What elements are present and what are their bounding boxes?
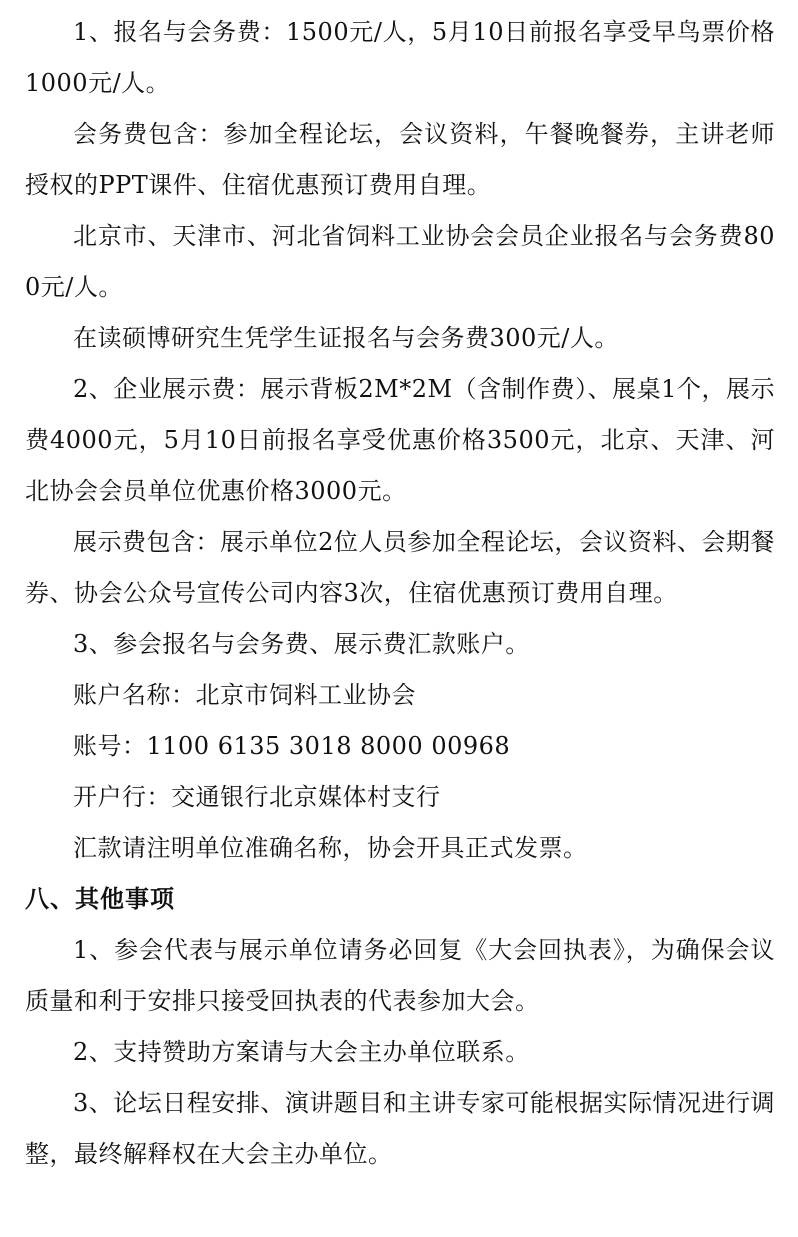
fee-registration-paragraph: 1、报名与会务费：1500元/人，5月10日前报名享受早鸟票价格1000元/人。 bbox=[25, 18, 775, 97]
exhibition-fee-paragraph: 2、企业展示费：展示背板2M*2M（含制作费）、展桌1个，展示费4000元，5月10日前报名享受优惠价格3500元，北京、天津、河北协会会员单位优惠价格3000元。 bbox=[25, 375, 775, 505]
fee-includes-paragraph: 会务费包含：参加全程论坛，会议资料，午餐晚餐券，主讲老师授权的PPT课件、住宿优惠预订费用自理。 bbox=[25, 120, 775, 199]
sponsorship-paragraph: 2、支持赞助方案请与大会主办单位联系。 bbox=[73, 1038, 530, 1066]
bank-line: 开户行：交通银行北京媒体村支行 bbox=[73, 783, 441, 811]
document-page bbox=[25, 0, 775, 1180]
remittance-account-paragraph: 3、参会报名与会务费、展示费汇款账户。 bbox=[73, 630, 530, 658]
account-name-line: 账户名称：北京市饲料工业协会 bbox=[73, 681, 416, 709]
other-matters-heading: 八、其他事项 bbox=[25, 885, 175, 913]
exhibition-includes-paragraph: 展示费包含：展示单位2位人员参加全程论坛，会议资料、会期餐券、协会公众号宣传公司内容3次，住宿优惠预订费用自理。 bbox=[25, 528, 775, 607]
member-fee-paragraph: 北京市、天津市、河北省饲料工业协会会员企业报名与会务费800元/人。 bbox=[25, 222, 775, 301]
schedule-adjustment-paragraph: 3、论坛日程安排、演讲题目和主讲专家可能根据实际情况进行调整，最终解释权在大会主办单位。 bbox=[25, 1089, 775, 1168]
reply-form-paragraph: 1、参会代表与展示单位请务必回复《大会回执表》，为确保会议质量和利于安排只接受回执表的代表参加大会。 bbox=[25, 936, 775, 1015]
account-number-line: 账号：1100 6135 3018 8000 00968 bbox=[73, 732, 511, 760]
student-fee-paragraph: 在读硕博研究生凭学生证报名与会务费300元/人。 bbox=[73, 324, 619, 352]
invoice-note-paragraph: 汇款请注明单位准确名称，协会开具正式发票。 bbox=[73, 834, 588, 862]
